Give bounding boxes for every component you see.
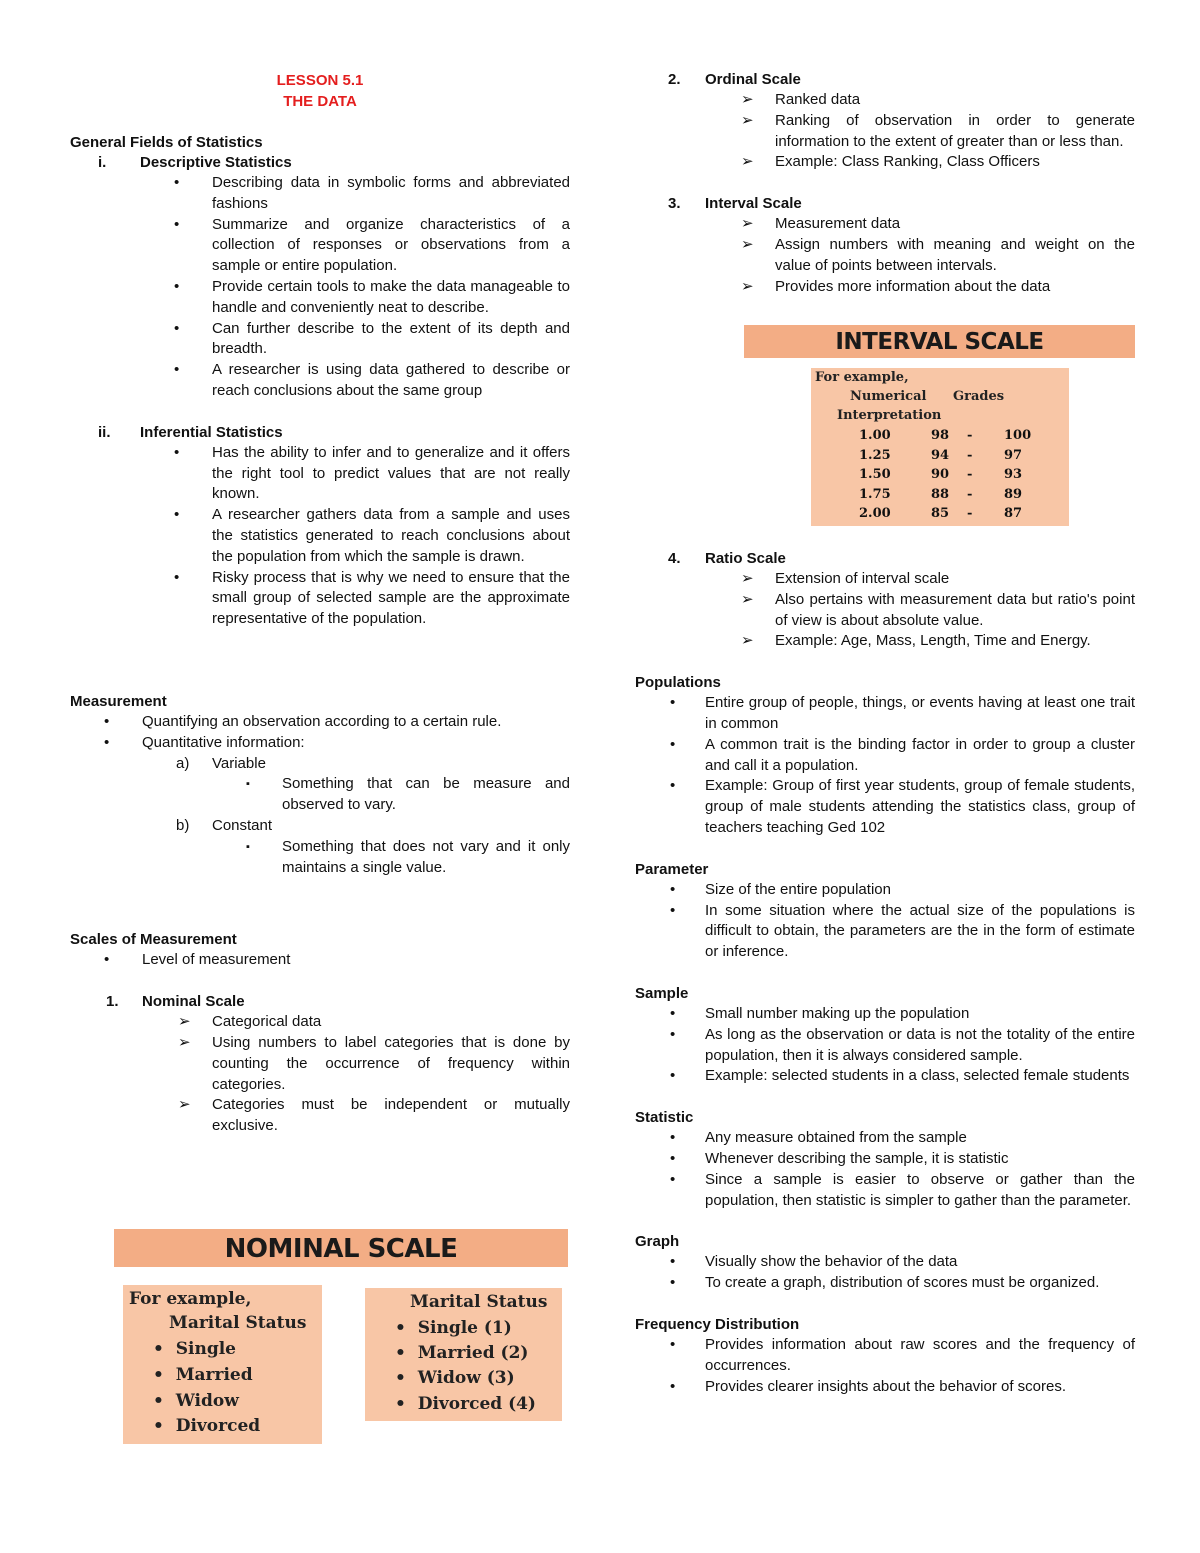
list-item-text: Example: Group of first year students, group of female students, group of male students attending the statistics class, group of teachers teaching Ged 102 bbox=[705, 777, 1135, 836]
list-item bbox=[635, 590, 1135, 632]
table-cell: 87 bbox=[1004, 506, 1023, 521]
list-item bbox=[635, 1170, 1135, 1212]
list-item-text: A researcher gathers data from a sample and uses the statistics generated to reach conclusions about the population from which the sample is drawn. bbox=[212, 506, 570, 565]
example-box-title: Marital Status bbox=[169, 1313, 307, 1333]
number-marker: 4. bbox=[668, 550, 681, 567]
bullet-icon: • bbox=[670, 735, 676, 753]
list-item bbox=[70, 277, 570, 319]
table-cell: 85 bbox=[931, 506, 950, 521]
table-cell: - bbox=[967, 428, 973, 443]
list-item bbox=[635, 1273, 1135, 1294]
bullet-icon: • bbox=[670, 1170, 676, 1188]
interval-col-grades: Grades bbox=[953, 389, 1005, 404]
roman-marker: ii. bbox=[98, 423, 111, 441]
bullet-icon: • bbox=[670, 1025, 676, 1043]
graph-heading: Graph bbox=[635, 1233, 680, 1251]
nominal-heading bbox=[70, 992, 570, 1012]
arrow-bullet-icon: ➢ bbox=[741, 570, 754, 587]
list-item bbox=[70, 173, 570, 215]
constant-item bbox=[70, 816, 570, 837]
list-item-text: Married bbox=[175, 1365, 253, 1385]
list-item-text: Provide certain tools to make the data manageable to handle and conveniently neat to describe. bbox=[212, 277, 570, 316]
nominal-scale-banner: NOMINAL SCALE bbox=[114, 1229, 568, 1267]
alpha-marker: b) bbox=[176, 816, 190, 834]
bullet-icon: • bbox=[395, 1394, 406, 1414]
bullet-icon: • bbox=[670, 1335, 676, 1353]
list-item-text: Risky process that is why we need to ensure that the small group of selected sample are the approximate representative of the population. bbox=[212, 568, 570, 628]
ordinal-title: Ordinal Scale bbox=[705, 71, 801, 88]
list-item-text: Can further describe to the extent of its depth and breadth. bbox=[212, 319, 570, 358]
table-cell: - bbox=[967, 506, 973, 521]
list-item bbox=[635, 1335, 1135, 1377]
list-item bbox=[635, 111, 1135, 153]
list-item-text: A common trait is the binding factor in order to group a cluster and call it a population. bbox=[705, 735, 1135, 774]
list-item bbox=[70, 568, 570, 630]
list-item-text: Example: selected students in a class, selected female students bbox=[705, 1067, 1130, 1085]
list-item bbox=[635, 214, 1135, 235]
list-item bbox=[635, 1252, 1135, 1273]
list-item bbox=[70, 443, 570, 505]
statistic-heading: Statistic bbox=[635, 1109, 694, 1127]
list-item bbox=[635, 693, 1135, 735]
list-item bbox=[635, 1066, 1135, 1087]
bullet-icon: • bbox=[104, 733, 110, 751]
list-item bbox=[70, 733, 570, 754]
list-item-text: Quantitative information: bbox=[142, 733, 305, 751]
list-item bbox=[395, 1394, 536, 1414]
list-item-text: Provides more information about the data bbox=[775, 277, 1051, 295]
constant-desc: Something that does not vary and it only maintains a single value. bbox=[282, 837, 570, 876]
sample-heading: Sample bbox=[635, 984, 689, 1002]
right-column-lower bbox=[635, 549, 1135, 1397]
list-item-text: Ranking of observation in order to generate information to the extent of greater than or less than. bbox=[775, 111, 1135, 150]
table-row bbox=[811, 448, 1069, 468]
interval-col-interpretation: Interpretation bbox=[837, 408, 942, 423]
bullet-icon: • bbox=[174, 361, 180, 379]
bullet-icon: • bbox=[153, 1391, 164, 1411]
square-bullet-icon: ▪ bbox=[246, 840, 250, 853]
bullet-icon: • bbox=[174, 215, 180, 233]
list-item bbox=[70, 1033, 570, 1095]
interval-table bbox=[811, 428, 1069, 526]
bullet-icon: • bbox=[670, 1253, 676, 1271]
table-cell: 1.00 bbox=[859, 428, 891, 443]
list-item bbox=[635, 901, 1135, 963]
list-item-text: Size of the entire population bbox=[705, 880, 891, 898]
list-item-text: Any measure obtained from the sample bbox=[705, 1129, 967, 1147]
list-item-text: Example: Class Ranking, Class Officers bbox=[775, 153, 1040, 171]
list-item bbox=[70, 319, 570, 361]
arrow-bullet-icon: ➢ bbox=[741, 91, 754, 108]
bullet-icon: • bbox=[395, 1368, 406, 1388]
bullet-icon: • bbox=[153, 1339, 164, 1359]
table-cell: 90 bbox=[931, 467, 950, 482]
list-item bbox=[153, 1391, 239, 1411]
bullet-icon: • bbox=[174, 319, 180, 337]
number-marker: 2. bbox=[668, 71, 681, 88]
list-item-text: Level of measurement bbox=[142, 951, 291, 969]
general-fields-heading: General Fields of Statistics bbox=[70, 134, 263, 151]
table-cell: - bbox=[967, 447, 973, 463]
table-cell: - bbox=[967, 486, 973, 502]
list-item-text: Using numbers to label categories that is done by counting the occurrence of frequency within categories. bbox=[212, 1033, 570, 1093]
list-item bbox=[70, 712, 570, 733]
list-item bbox=[70, 774, 570, 816]
arrow-bullet-icon: ➢ bbox=[741, 277, 754, 295]
list-item-text: Has the ability to infer and to generalize and it offers the right tool to predict values that are not really known. bbox=[212, 443, 570, 503]
variable-item bbox=[70, 754, 570, 775]
interval-scale-banner: INTERVAL SCALE bbox=[744, 325, 1135, 358]
bullet-icon: • bbox=[395, 1343, 406, 1363]
list-item-text: Widow (3) bbox=[417, 1368, 515, 1388]
bullet-icon: • bbox=[670, 1004, 676, 1022]
list-item bbox=[635, 277, 1135, 298]
bullet-icon: • bbox=[174, 443, 180, 461]
bullet-icon: • bbox=[153, 1365, 164, 1385]
arrow-bullet-icon: ➢ bbox=[741, 632, 754, 650]
bullet-icon: • bbox=[670, 777, 676, 795]
interval-title: Interval Scale bbox=[705, 195, 802, 213]
list-item-text: In some situation where the actual size of the populations is difficult to obtain, the parameters are the in the form of estimate or inference. bbox=[705, 901, 1135, 961]
list-item bbox=[635, 1128, 1135, 1149]
left-column bbox=[70, 70, 570, 1137]
list-item bbox=[635, 1149, 1135, 1170]
list-item-text: Single bbox=[175, 1339, 236, 1359]
list-item bbox=[70, 360, 570, 402]
arrow-bullet-icon: ➢ bbox=[178, 1096, 191, 1114]
example-intro: For example, bbox=[129, 1289, 252, 1309]
list-item bbox=[153, 1365, 253, 1385]
inferential-heading bbox=[70, 423, 570, 443]
table-cell: 97 bbox=[1004, 447, 1023, 463]
lesson-number: LESSON 5.1 bbox=[276, 72, 364, 89]
bullet-icon: • bbox=[174, 277, 180, 295]
descriptive-heading bbox=[70, 153, 570, 173]
list-item bbox=[635, 152, 1135, 173]
arrow-bullet-icon: ➢ bbox=[741, 153, 754, 171]
bullet-icon: • bbox=[174, 506, 180, 524]
table-row bbox=[811, 506, 1069, 526]
list-item-text: Entire group of people, things, or events having at least one trait in common bbox=[705, 694, 1135, 732]
table-cell: 98 bbox=[931, 428, 950, 443]
table-cell: 2.00 bbox=[859, 506, 891, 521]
list-item-text: Summarize and organize characteristics of a collection of responses or observations from a sample or entire population. bbox=[212, 215, 570, 275]
list-item-text: Whenever describing the sample, it is statistic bbox=[705, 1149, 1009, 1167]
list-item bbox=[70, 837, 570, 879]
list-item-text: Divorced (4) bbox=[417, 1394, 536, 1414]
list-item-text: Visually show the behavior of the data bbox=[705, 1253, 958, 1271]
list-item-text: Example: Age, Mass, Length, Time and Energy. bbox=[775, 632, 1091, 650]
bullet-icon: • bbox=[670, 1377, 676, 1395]
table-cell: 88 bbox=[931, 486, 950, 502]
bullet-icon: • bbox=[174, 568, 180, 586]
list-item-text: Quantifying an observation according to a certain rule. bbox=[142, 712, 502, 730]
number-marker: 3. bbox=[668, 195, 681, 213]
ratio-title: Ratio Scale bbox=[705, 550, 786, 567]
bullet-icon: • bbox=[670, 1149, 676, 1167]
bullet-icon: • bbox=[153, 1416, 164, 1436]
list-item bbox=[70, 1012, 570, 1033]
list-item bbox=[635, 569, 1135, 590]
constant-label: Constant bbox=[212, 816, 273, 834]
variable-label: Variable bbox=[212, 754, 266, 772]
list-item-text: Provides information about raw scores and the frequency of occurrences. bbox=[705, 1335, 1135, 1374]
nominal-example-box bbox=[123, 1285, 322, 1444]
ordinal-heading bbox=[635, 70, 1135, 90]
list-item bbox=[70, 215, 570, 277]
alpha-marker: a) bbox=[176, 754, 190, 772]
nominal-coded-box bbox=[365, 1288, 562, 1421]
nominal-title: Nominal Scale bbox=[142, 993, 245, 1011]
parameter-heading: Parameter bbox=[635, 860, 709, 878]
table-cell: - bbox=[967, 467, 973, 482]
list-item bbox=[395, 1318, 512, 1338]
number-marker: 1. bbox=[106, 993, 119, 1011]
list-item bbox=[635, 880, 1135, 901]
table-cell: 1.25 bbox=[859, 447, 891, 463]
list-item-text: Also pertains with measurement data but ratio's point of view is about absolute value. bbox=[775, 590, 1135, 629]
list-item-text: Describing data in symbolic forms and abbreviated fashions bbox=[212, 174, 570, 212]
list-item bbox=[635, 90, 1135, 111]
table-cell: 1.75 bbox=[859, 486, 891, 502]
list-item bbox=[395, 1368, 515, 1388]
list-item bbox=[153, 1416, 260, 1436]
variable-desc: Something that can be measure and observed to vary. bbox=[282, 775, 570, 814]
list-item-text: Small number making up the population bbox=[705, 1004, 970, 1022]
inferential-title: Inferential Statistics bbox=[140, 423, 283, 441]
arrow-bullet-icon: ➢ bbox=[178, 1013, 191, 1031]
bullet-icon: • bbox=[395, 1318, 406, 1338]
list-item-text: Measurement data bbox=[775, 215, 901, 233]
list-item bbox=[70, 1095, 570, 1137]
list-item bbox=[635, 735, 1135, 777]
list-item bbox=[395, 1343, 528, 1363]
list-item-text: A researcher is using data gathered to describe or reach conclusions about the same group bbox=[212, 361, 570, 399]
list-item-text: Married (2) bbox=[417, 1343, 529, 1363]
arrow-bullet-icon: ➢ bbox=[741, 235, 754, 253]
right-column-upper bbox=[635, 70, 1135, 297]
list-item-text: As long as the observation or data is not the totality of the entire population, then it is always considered sample. bbox=[705, 1025, 1135, 1064]
arrow-bullet-icon: ➢ bbox=[741, 590, 754, 608]
interval-heading bbox=[635, 194, 1135, 214]
list-item-text: Widow bbox=[175, 1391, 239, 1411]
arrow-bullet-icon: ➢ bbox=[741, 111, 754, 129]
list-item-text: Divorced bbox=[175, 1416, 261, 1436]
bullet-icon: • bbox=[670, 901, 676, 919]
table-cell: 94 bbox=[931, 447, 950, 463]
roman-marker: i. bbox=[98, 154, 107, 171]
list-item bbox=[635, 1004, 1135, 1025]
frequency-distribution-heading: Frequency Distribution bbox=[635, 1315, 800, 1333]
scales-heading: Scales of Measurement bbox=[70, 931, 237, 949]
table-cell: 89 bbox=[1004, 486, 1023, 502]
ratio-heading bbox=[635, 549, 1135, 569]
list-item bbox=[635, 1025, 1135, 1067]
bullet-icon: • bbox=[104, 951, 110, 969]
bullet-icon: • bbox=[670, 880, 676, 898]
list-item-text: Assign numbers with meaning and weight on the value of points between intervals. bbox=[775, 235, 1135, 274]
list-item bbox=[635, 776, 1135, 838]
list-item bbox=[70, 505, 570, 567]
table-cell: 1.50 bbox=[859, 467, 891, 482]
table-cell: 100 bbox=[1004, 428, 1032, 443]
bullet-icon: • bbox=[670, 694, 676, 712]
list-item-text: Extension of interval scale bbox=[775, 570, 950, 587]
bullet-icon: • bbox=[174, 174, 180, 191]
interval-col-numerical: Numerical bbox=[850, 389, 927, 404]
bullet-icon: • bbox=[670, 1067, 676, 1085]
lesson-title: THE DATA bbox=[283, 93, 357, 110]
descriptive-title: Descriptive Statistics bbox=[140, 154, 292, 171]
list-item bbox=[153, 1339, 236, 1359]
coded-box-title: Marital Status bbox=[410, 1292, 548, 1312]
list-item-text: Ranked data bbox=[775, 91, 861, 108]
list-item bbox=[70, 950, 570, 971]
list-item-text: Categorical data bbox=[212, 1013, 322, 1031]
list-item-text: Provides clearer insights about the behavior of scores. bbox=[705, 1377, 1067, 1395]
list-item-text: Since a sample is easier to observe or gather than the population, then statistic is simpler to gather than the parameter. bbox=[705, 1170, 1135, 1209]
list-item bbox=[635, 235, 1135, 277]
bullet-icon: • bbox=[670, 1274, 676, 1292]
table-cell: 93 bbox=[1004, 467, 1023, 482]
table-row bbox=[811, 467, 1069, 487]
list-item-text: To create a graph, distribution of scores must be organized. bbox=[705, 1274, 1100, 1292]
arrow-bullet-icon: ➢ bbox=[741, 215, 754, 233]
list-item-text: Categories must be independent or mutually exclusive. bbox=[212, 1096, 570, 1135]
list-item bbox=[635, 1377, 1135, 1398]
arrow-bullet-icon: ➢ bbox=[178, 1033, 191, 1051]
interval-example-intro: For example, bbox=[815, 370, 909, 385]
list-item-text: Single (1) bbox=[417, 1318, 512, 1338]
bullet-icon: • bbox=[104, 712, 110, 730]
table-row bbox=[811, 428, 1069, 448]
list-item bbox=[635, 631, 1135, 652]
measurement-heading: Measurement bbox=[70, 692, 167, 710]
square-bullet-icon: ▪ bbox=[246, 778, 250, 791]
table-row bbox=[811, 487, 1069, 507]
bullet-icon: • bbox=[670, 1129, 676, 1147]
populations-heading: Populations bbox=[635, 674, 721, 692]
